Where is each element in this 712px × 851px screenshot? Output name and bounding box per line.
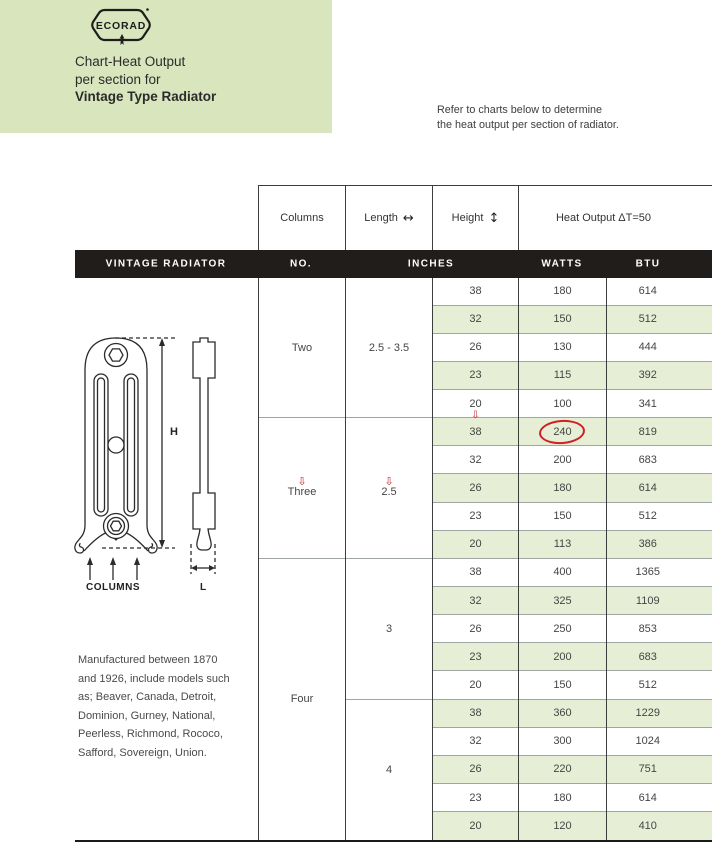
watts-cell: 100 xyxy=(519,389,607,417)
header-height: Height ↕ xyxy=(432,186,518,250)
no-cell-three: ⇩ Three xyxy=(259,418,346,559)
btu-cell: 1229 xyxy=(607,699,712,727)
btu-cell: 683 xyxy=(607,446,712,474)
height-cell: 20 xyxy=(433,812,519,841)
watts-cell: 130 xyxy=(519,333,607,361)
manufacturer-line: Manufactured between 1870 xyxy=(78,654,218,666)
table-row xyxy=(259,418,712,446)
height-cell: 32 xyxy=(433,586,519,614)
watts-cell: 150 xyxy=(519,671,607,699)
red-down-arrow-icon: ⇩ xyxy=(471,410,480,422)
btu-cell: 614 xyxy=(607,783,712,811)
radiator-side-profile xyxy=(193,338,215,550)
height-cell: 38 xyxy=(433,699,519,727)
watts-cell: 300 xyxy=(519,727,607,755)
watts-cell: 120 xyxy=(519,812,607,841)
manufacturer-line: Safford, Sovereign, Union. xyxy=(78,746,207,759)
height-cell: 23 xyxy=(433,643,519,671)
banner xyxy=(0,0,332,133)
height-cell: 26 xyxy=(433,755,519,783)
ecorad-logo xyxy=(90,6,154,50)
btu-cell: 1109 xyxy=(607,586,712,614)
height-cell: 38 xyxy=(433,278,519,305)
table-row xyxy=(259,278,712,305)
band-no: NO. xyxy=(290,258,312,270)
banner-title xyxy=(75,53,216,106)
radiator-drawing xyxy=(62,328,242,608)
height-cell: 20 xyxy=(433,530,519,558)
watts-cell: 113 xyxy=(519,530,607,558)
btu-cell: 819 xyxy=(607,418,712,446)
length-cell-four-4: 4 xyxy=(346,699,433,841)
height-cell: 26 xyxy=(433,333,519,361)
height-cell-annotated: ⇩ 38 xyxy=(433,418,519,446)
btu-cell: 512 xyxy=(607,502,712,530)
manufacturer-line: Dominion, Gurney, National, xyxy=(78,709,216,722)
btu-cell: 386 xyxy=(607,530,712,558)
btu-cell: 614 xyxy=(607,278,712,305)
watts-cell-circled xyxy=(519,418,607,446)
watts-cell: 200 xyxy=(519,446,607,474)
watts-cell: 325 xyxy=(519,586,607,614)
height-cell: 23 xyxy=(433,502,519,530)
btu-cell: 683 xyxy=(607,643,712,671)
heat-output-table xyxy=(258,278,712,842)
btu-cell: 512 xyxy=(607,305,712,333)
btu-cell: 410 xyxy=(607,812,712,841)
watts-cell: 180 xyxy=(519,783,607,811)
watts-cell: 360 xyxy=(519,699,607,727)
banner-title-line1: Chart-Heat Output xyxy=(75,54,186,69)
intro-text xyxy=(437,103,619,132)
no-cell-two: Two xyxy=(259,278,346,418)
height-cell: 26 xyxy=(433,615,519,643)
btu-cell: 512 xyxy=(607,671,712,699)
watts-cell: 150 xyxy=(519,502,607,530)
length-cell-three: ⇩ 2.5 xyxy=(346,418,433,559)
height-cell: 20 xyxy=(433,671,519,699)
manufacturer-line: and 1926, include models such xyxy=(78,672,230,685)
columns-label: COLUMNS xyxy=(85,582,141,593)
btu-cell: 1024 xyxy=(607,727,712,755)
length-cell-two: 2.5 - 3.5 xyxy=(346,278,433,418)
btu-cell: 341 xyxy=(607,389,712,417)
watts-cell: 115 xyxy=(519,361,607,389)
height-cell: 38 xyxy=(433,558,519,586)
height-cell: 20 xyxy=(433,389,519,417)
manufacturer-line: Peerless, Richmond, Rococo, xyxy=(78,728,223,740)
header-heat-output: Heat Output ΔT=50 xyxy=(518,186,712,250)
btu-cell: 392 xyxy=(607,361,712,389)
btu-cell: 444 xyxy=(607,333,712,361)
height-cell: 32 xyxy=(433,305,519,333)
btu-cell: 614 xyxy=(607,474,712,502)
up-down-arrow-icon: ↕ xyxy=(488,210,500,226)
table-bottom-rule xyxy=(75,840,258,842)
no-cell-four: Four xyxy=(259,558,346,841)
header-length: Length ↔ xyxy=(345,186,432,250)
height-cell: 26 xyxy=(433,474,519,502)
band-vintage-radiator: VINTAGE RADIATOR xyxy=(105,258,227,270)
btu-cell: 751 xyxy=(607,755,712,783)
watts-cell: 200 xyxy=(519,643,607,671)
band-watts: WATTS xyxy=(541,258,583,270)
logo-trademark-dot xyxy=(146,8,149,11)
manufacturer-text xyxy=(78,651,230,762)
height-cell: 32 xyxy=(433,727,519,755)
red-down-arrow-icon: ⇩ xyxy=(384,475,394,489)
watts-cell: 220 xyxy=(519,755,607,783)
watts-cell: 180 xyxy=(519,278,607,305)
left-right-arrow-icon: ↔ xyxy=(402,210,414,226)
header-columns: Columns xyxy=(258,186,345,250)
length-cell-four-3: 3 xyxy=(346,558,433,699)
height-cell: 23 xyxy=(433,361,519,389)
l-dimension-label: L xyxy=(199,582,207,593)
intro-line2: the heat output per section of radiator. xyxy=(437,118,619,131)
watts-cell: 400 xyxy=(519,558,607,586)
red-down-arrow-icon: ⇩ xyxy=(297,475,307,489)
watts-cell: 150 xyxy=(519,305,607,333)
intro-line1: Refer to charts below to determine xyxy=(437,104,603,116)
watts-cell: 250 xyxy=(519,615,607,643)
height-cell: 32 xyxy=(433,446,519,474)
btu-cell: 853 xyxy=(607,615,712,643)
logo-text: ECORAD xyxy=(95,20,147,32)
table-header-row xyxy=(258,185,712,250)
red-circle-annotation: 240 xyxy=(553,425,572,438)
band-inches: INCHES xyxy=(407,258,455,270)
black-band xyxy=(75,250,712,278)
height-cell: 23 xyxy=(433,783,519,811)
btu-cell: 1365 xyxy=(607,558,712,586)
banner-title-line2: per section for xyxy=(75,71,161,87)
banner-title-line3: Vintage Type Radiator xyxy=(75,89,217,104)
table-row xyxy=(259,558,712,586)
watts-cell: 180 xyxy=(519,474,607,502)
band-btu: BTU xyxy=(635,258,661,270)
manufacturer-line: as; Beaver, Canada, Detroit, xyxy=(78,691,217,703)
h-dimension-label: H xyxy=(170,426,178,438)
